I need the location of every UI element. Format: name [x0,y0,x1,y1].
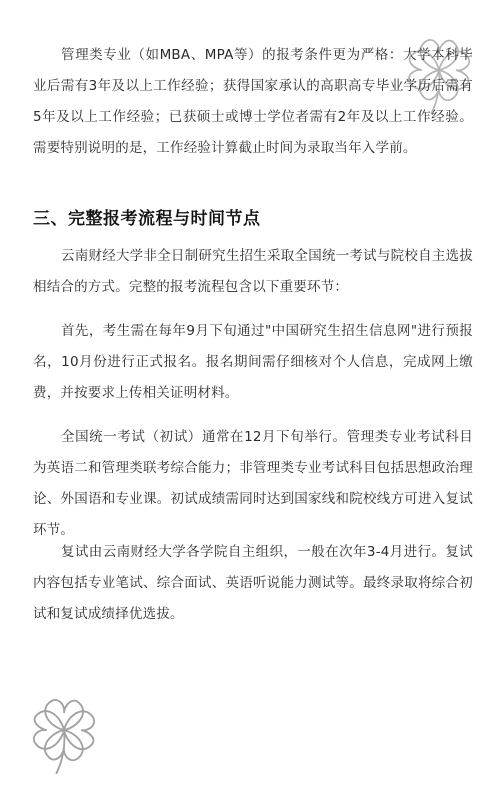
eligibility-paragraph: 管理类专业（如MBA、MPA等）的报考条件更为严格：大学本科毕业后需有3年及以上工作经验；获得国家承认的高职高专毕业学历后需有5年及以上工作经验；已获硕士或博士学位者需有2年及以上工作经验。需要特别说明的是，工作经验计算截止时间为录取当年入学前。 [33,47,473,156]
initial-exam-paragraph: 全国统一考试（初试）通常在12月下旬举行。管理类专业考试科目为英语二和管理类联考综合能力；非管理类专业考试科目包括思想政治理论、外国语和专业课。初试成绩需同时达到国家线和院校线方可进入复试环节。 [33,429,473,538]
section-heading: 三、完整报考流程与时间节点 [33,209,261,229]
retest-paragraph: 复试由云南财经大学各学院自主组织，一般在次年3-4月进行。复试内容包括专业笔试、综合面试、英语听说能力测试等。最终录取将综合初试和复试成绩择优选拔。 [33,544,473,622]
four-leaf-clover-icon [25,690,103,778]
registration-paragraph: 首先，考生需在每年9月下旬通过"中国研究生招生信息网"进行预报名，10月份进行正式报名。报名期间需仔细核对个人信息，完成网上缴费，并按要求上传相关证明材料。 [33,323,473,401]
process-intro-paragraph: 云南财经大学非全日制研究生招生采取全国统一考试与院校自主选拔相结合的方式。完整的报考流程包含以下重要环节： [33,248,473,295]
